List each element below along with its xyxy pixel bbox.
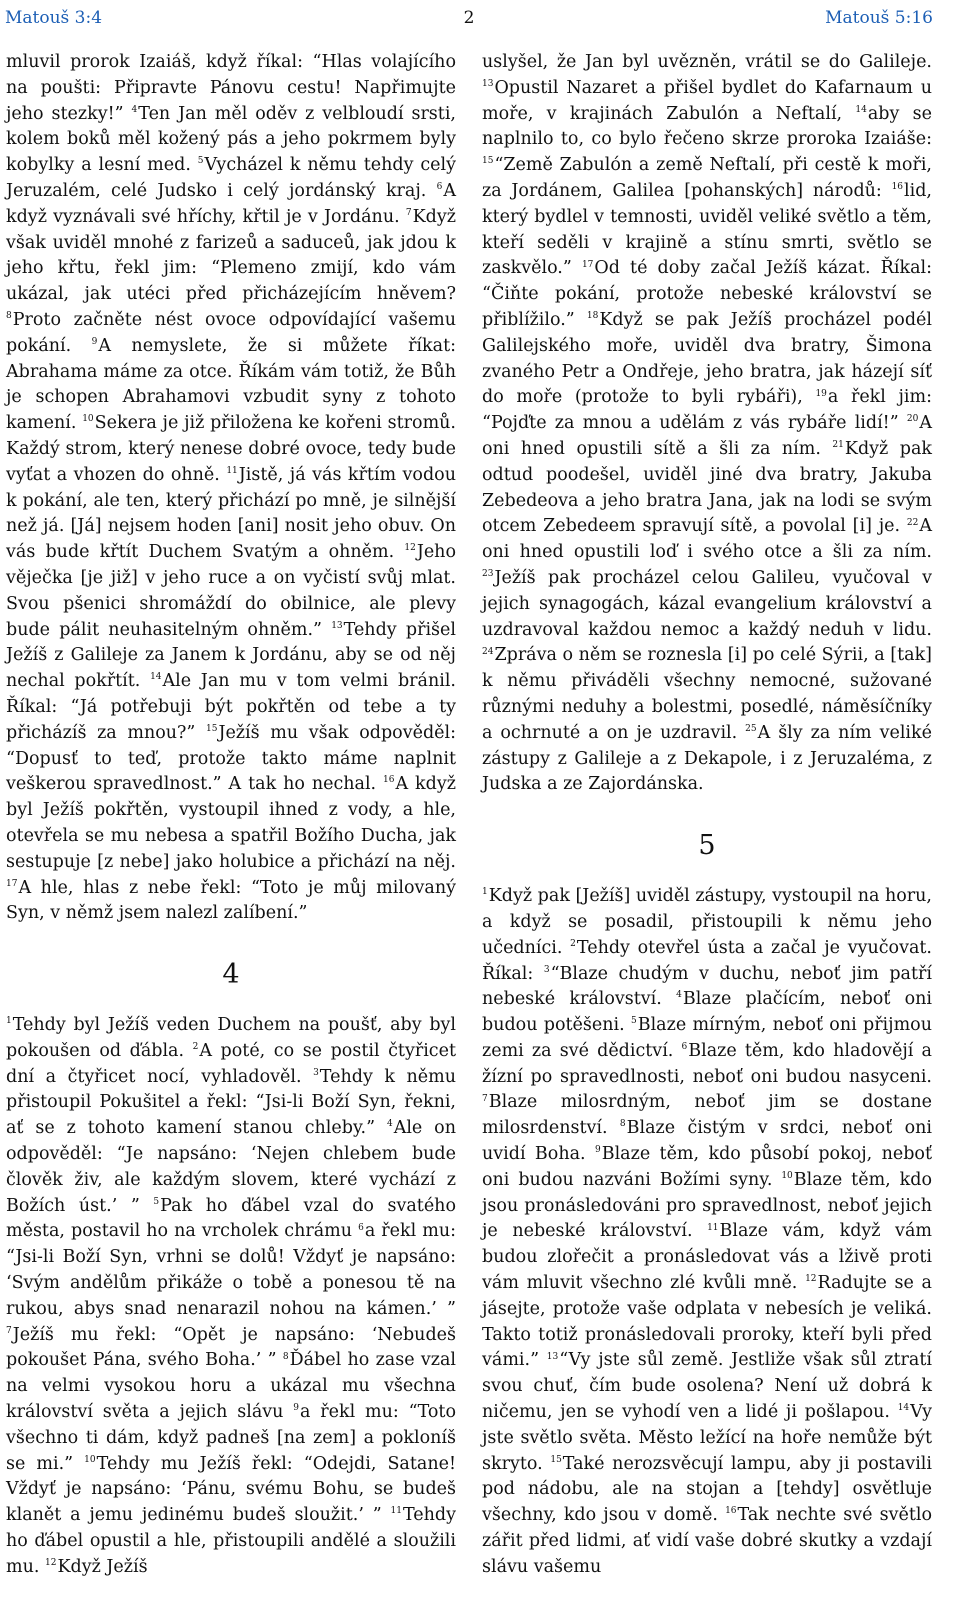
- verse-text: Od té doby začal Ježíš kázat. Říkal: “Čiňte pokání, protože nebeské království se přiblížilo.”: [482, 258, 932, 330]
- verse-number: 8: [6, 311, 12, 322]
- verse-text: A šly za ním veliké zástupy z Galileje a z Dekapole, i z Jeruzaléma, z Judska a ze Zajordánska.: [482, 722, 932, 795]
- verse: [6, 878, 456, 924]
- verse-text: Když Ježíš: [57, 1556, 148, 1577]
- verse-text: Ale Jan mu v tom velmi bránil. Říkal: “Já potřebuji být pokřtěn od tebe a ty přicházíš za mnou?”: [6, 671, 456, 743]
- verse-number: 21: [832, 440, 844, 451]
- verse-text: Pak ho ďábel vzal do svatého města, postavil ho na vrcholek chrámu: [6, 1195, 456, 1242]
- verse-text: Jistě, já vás křtím vodou k pokání, ale ten, který přichází po mně, je silnější než já. [Já] nejsem hoden [ani] nosit jeho obuv. On vás bude křtít Duchem Svatým a ohněm.: [6, 464, 456, 563]
- verse-number: 10: [82, 414, 94, 425]
- verse-number: 13: [331, 620, 343, 631]
- verse-number: 14: [855, 104, 867, 115]
- verse-number: 5: [153, 1196, 160, 1207]
- verse-text: Tehdy k němu přistoupil Pokušitel a řekl: “Jsi-li Boží Syn, řekni, ať se z tohoto kamení stanou chleby.”: [6, 1066, 456, 1139]
- verse-text: Když se pak Ježíš procházel podél Galilejského moře, uviděl dva bratry, Šimona zvaného Petr a Ondřeje, jeho bratra, jak házejí síť do moře (protože to byli rybáři),: [482, 309, 932, 408]
- verse-text: Blaze mírným, neboť oni přijmou zemi za své dědictví.: [482, 1015, 932, 1061]
- verse-number: 1: [6, 1016, 12, 1027]
- verse-text: Ježíš mu však odpověděl: “Dopusť to teď, protože takto máme naplnit veškerou spravedlnost.” A tak ho nechal.: [6, 722, 456, 795]
- verse-number: 13: [546, 1351, 559, 1362]
- verse-text: Opustil Nazaret a přišel bydlet do Kafarnaum u moře, v krajinách Zabulón a Neftalí,: [482, 77, 932, 124]
- verse-text: A když vyznávali své hříchy, křtil je v Jordánu.: [6, 180, 456, 227]
- verse-text: Blaze plačícím, neboť oni budou potěšeni.: [482, 989, 932, 1036]
- verse-text: Blaze milosrdným, neboť jim se dostane milosrdenství.: [482, 1092, 932, 1139]
- verse-text: Tehdy otevřel ústa a začal je vyučovat. Říkal:: [482, 937, 932, 984]
- verse-text: “Země Zabulón a země Neftalí, při cestě k moři, za Jordánem, Galilea [pohanských] národů:: [482, 155, 932, 201]
- verse-number: 19: [815, 388, 827, 399]
- verse-number: 4: [676, 990, 682, 1001]
- verse-number: 15: [482, 156, 494, 167]
- verse-text: Blaze těm, kdo působí pokoj, neboť oni budou nazváni Božími syny.: [482, 1144, 932, 1190]
- verse-text: Ten Jan měl oděv z velbloudí srsti, kolem boků měl kožený pás a jeho pokrmem byly kobylky a lesní med.: [6, 103, 456, 176]
- verse-text: Ježíš mu řekl: “Opět je napsáno: ‘Nebudeš pokoušet Pána, svého Boha.’ ”: [6, 1324, 456, 1371]
- verse-text: A oni hned opustili loď i svého otce a šli za ním.: [482, 516, 932, 563]
- verse-number: 9: [91, 336, 98, 347]
- verse: [482, 155, 932, 201]
- verse-text: A poté, co se postil čtyřicet dní a čtyřicet nocí, vyhladověl.: [6, 1040, 456, 1087]
- right-intro-text: uslyšel, že Jan byl uvězněn, vrátil se do Galileje.: [482, 52, 932, 72]
- verse-number: 14: [150, 672, 162, 683]
- left-text-block: [6, 50, 456, 927]
- verse-text: Ježíš pak procházel celou Galileu, vyučoval v jejich synagogách, kázal evangelium království a uzdravoval každou nemoc a každý neduh v lidu.: [482, 567, 932, 640]
- verse-text: lid, který bydlel v temnosti, uviděl veliké světlo a těm, kteří seděli v krajině a stínu smrti, světlo se zaskvělo.”: [482, 180, 932, 279]
- header-right-reference[interactable]: Matouš 5:16: [825, 8, 933, 28]
- verse-text: Tehdy mu Ježíš řekl: “Odejdi, Satane! Vždyť je napsáno: ‘Pánu, svému Bohu, se budeš klanět a jemu jedinému budeš sloužit.’ ”: [6, 1453, 456, 1526]
- verse-text: “Vy jste sůl země. Jestliže však sůl ztratí svou chuť, čím bude osolena? Není už dobrá k ničemu, jen se vyhodí ven a lidé ji pošlapou.: [482, 1350, 932, 1423]
- verse-number: 7: [405, 207, 412, 218]
- verse-number: 8: [619, 1119, 626, 1130]
- verse: [6, 1454, 456, 1526]
- verse-number: 6: [436, 182, 443, 193]
- verse-number: 7: [6, 1325, 12, 1336]
- verse-number: 4: [131, 104, 138, 115]
- chapter-heading-4: 4: [222, 959, 240, 991]
- verse-text: aby se naplnilo to, co bylo řečeno skrze proroka Izaiáše:: [482, 103, 932, 150]
- verse-number: 16: [891, 182, 904, 193]
- verse-text: Vycházel k němu tehdy celý Jeruzalém, celé Judsko i celý jordánský kraj.: [6, 155, 456, 201]
- verse-number: 11: [390, 1506, 402, 1517]
- verse-number: 9: [594, 1145, 601, 1156]
- verse-text: Proto začněte nést ovoce odpovídající vašemu pokání.: [6, 309, 456, 356]
- running-header: [5, 5, 933, 31]
- verse-number: 13: [482, 78, 494, 89]
- verse-text: Když však uviděl mnohé z farizeů a saduceů, jak jdou k jeho křtu, řekl jim: “Plemeno zmijí, kdo vám ukázal, jak utéci před přicházejícím hněvem?: [6, 206, 456, 305]
- page-number: 2: [463, 8, 475, 28]
- verse-number: 3: [543, 964, 550, 975]
- verse-number: 6: [358, 1222, 364, 1233]
- verse-number: 15: [550, 1454, 562, 1465]
- verse-number: 17: [581, 259, 594, 270]
- verse-text: Sekera je již přiložena ke kořeni stromů. Každý strom, který nenese dobré ovoce, tedy bude vyťat a vhozen do ohně.: [6, 413, 456, 485]
- verse-number: 15: [205, 723, 218, 734]
- verse-number: 8: [282, 1351, 289, 1362]
- verse: [45, 1557, 148, 1577]
- verse-number: 22: [906, 517, 919, 528]
- verse: [482, 1350, 932, 1422]
- verse-text: Ale on odpověděl: “Je napsáno: ‘Nejen chlebem bude člověk živ, ale každým slovem, které vychází z Božích úst.’ ”: [6, 1118, 456, 1216]
- verse-number: 17: [6, 878, 18, 889]
- verse-number: 20: [906, 414, 919, 425]
- verse-text: Když pak odtud poodešel, uviděl jiné dva bratry, Jakuba Zebedeova a jeho bratra Jana, jak na lodi se svým otcem Zebedeem spravují sítě, a povolal [i] je.: [482, 438, 932, 537]
- verse-number: 23: [482, 569, 494, 580]
- verse-number: 3: [313, 1067, 319, 1078]
- verse-text: Blaze těm, kdo jsou pronásledováni pro spravedlnost, neboť jejich je nebeské království.: [482, 1169, 932, 1242]
- chapter-5-text: [482, 884, 932, 1581]
- verse-number: 12: [805, 1274, 817, 1285]
- verse-number: 18: [586, 311, 599, 322]
- chapter-heading-5: 5: [698, 830, 716, 862]
- verse-text: Když pak [Ježíš] uviděl zástupy, vystoupil na horu, a když se posadil, přistoupili k němu jeho učedníci.: [482, 886, 932, 958]
- verse-number: 5: [197, 156, 204, 167]
- verse-text: Tehdy přišel Ježíš z Galileje za Janem k Jordánu, aby se od něj nechal pokřtít.: [6, 619, 456, 692]
- verse-number: 16: [383, 775, 395, 786]
- verse-text: Ďábel ho zase vzal na velmi vysokou horu a ukázal mu všechna království světa a jejich slávu: [6, 1350, 456, 1423]
- verse-number: 11: [226, 465, 238, 476]
- verse-number: 6: [681, 1042, 688, 1053]
- left-intro-text: mluvil prorok Izaiáš, když říkal: “Hlas volajícího na poušti: Připravte Pánovu cestu! Napřimujte jeho stezky!”: [6, 52, 456, 124]
- verse-text: A hle, hlas z nebe řekl: “Toto je můj milovaný Syn, v němž jsem nalezl zalíbení.”: [6, 877, 456, 924]
- verse-text: Jeho věječka [je již] v jeho ruce a on vyčistí svůj mlat. Svou pšenici shromáždí do obilnice, ale plevy bude pálit neuhasitelným ohněm.”: [6, 542, 456, 640]
- verse-text: Tak nechte své světlo zářit před lidmi, ať vidí vaše dobré skutky a vzdají slávu vašemu: [482, 1505, 932, 1577]
- header-left-reference[interactable]: Matouš 3:4: [5, 8, 103, 28]
- verse-number: 10: [84, 1454, 96, 1465]
- verse-text: A když byl Ježíš pokřtěn, vystoupil ihned z vody, a hle, otevřela se mu nebesa a spatřil Božího Ducha, jak sestupuje [z nebe] jako holubice a přichází na něj.: [6, 774, 456, 872]
- verse-number: 24: [482, 646, 494, 657]
- verse-number: 12: [404, 543, 416, 554]
- verse: [482, 568, 932, 640]
- verse-text: Také nerozsvěcují lampu, aby ji postavili pod nádobu, ale na stojan a [tehdy] osvětluje všechny, kdo jsou v domě.: [482, 1453, 932, 1526]
- verse-text: a řekl mu: “Toto všechno ti dám, když padneš [na zem] a pokloníš se mi.”: [6, 1402, 457, 1474]
- verse-text: Tehdy byl Ježíš veden Duchem na poušť, aby byl pokoušen od ďábla.: [6, 1015, 456, 1061]
- verse-text: “Blaze chudým v duchu, neboť jim patří nebeské království.: [482, 963, 932, 1010]
- left-column: [6, 50, 456, 1581]
- verse-text: Tehdy ho ďábel opustil a hle, přistoupili andělé a sloužili mu.: [6, 1505, 456, 1577]
- verse-number: 5: [630, 1016, 637, 1027]
- verse-number: 7: [482, 1093, 488, 1104]
- verse-number: 10: [781, 1171, 793, 1182]
- verse-text: Blaze čistým v srdci, neboť oni uvidí Boha.: [482, 1118, 932, 1165]
- verse-text: Radujte se a jásejte, protože vaše odplata v nebesích je veliká. Takto totiž pronásledovali proroky, kteří byli před vámi.”: [482, 1273, 932, 1371]
- verse-number: 2: [192, 1042, 199, 1053]
- verse-number: 4: [386, 1119, 393, 1130]
- right-column: [482, 50, 932, 1581]
- verse-number: 25: [745, 723, 757, 734]
- verse-number: 11: [707, 1222, 719, 1233]
- verse-number: 16: [725, 1506, 737, 1517]
- verse-number: 1: [482, 887, 488, 898]
- right-text-block: [482, 50, 932, 798]
- verse-text: Zpráva o něm se roznesla [i] po celé Sýrii, a [tak] k němu přiváděli všechny nemocné, sužované různými neduhy a bolestmi, posedlé, náměsíčníky a ochrnuté a on je uzdravil.: [482, 645, 932, 743]
- verse-number: 9: [293, 1403, 300, 1414]
- verse-text: a řekl mu: “Jsi-li Boží Syn, vrhni se dolů! Vždyť je napsáno: ‘Svým andělům přikáže o tobě a ponesou tě na rukou, abys snad nenarazil nohou na kámen.’ ”: [6, 1221, 456, 1319]
- verse-text: Blaze vám, když vám budou zlořečit a pronásledovat vás a lživě proti vám mluvit všechno zlé kvůli mně.: [482, 1221, 932, 1294]
- chapter-4-text: [6, 1013, 456, 1581]
- verse-text: A oni hned opustili sítě a šli za ním.: [482, 413, 932, 459]
- verse-text: A nemyslete, že si můžete říkat: Abrahama máme za otce. Říkám vám totiž, že Bůh je schopen Abrahamovi vzbudit syny z tohoto kamení.: [6, 335, 456, 434]
- verse-number: 12: [45, 1558, 57, 1568]
- verse-text: Blaze těm, kdo hladovějí a žízní po spravedlnosti, neboť oni budou nasyceni.: [482, 1040, 932, 1087]
- verse-number: 2: [570, 938, 576, 949]
- verse-number: 14: [897, 1403, 910, 1414]
- verse-text: a řekl jim: “Pojďte za mnou a udělám z vás rybáře lidí!”: [482, 387, 932, 434]
- verse-text: Vy jste světlo světa. Město ležící na hoře nemůže být skryto.: [482, 1402, 932, 1474]
